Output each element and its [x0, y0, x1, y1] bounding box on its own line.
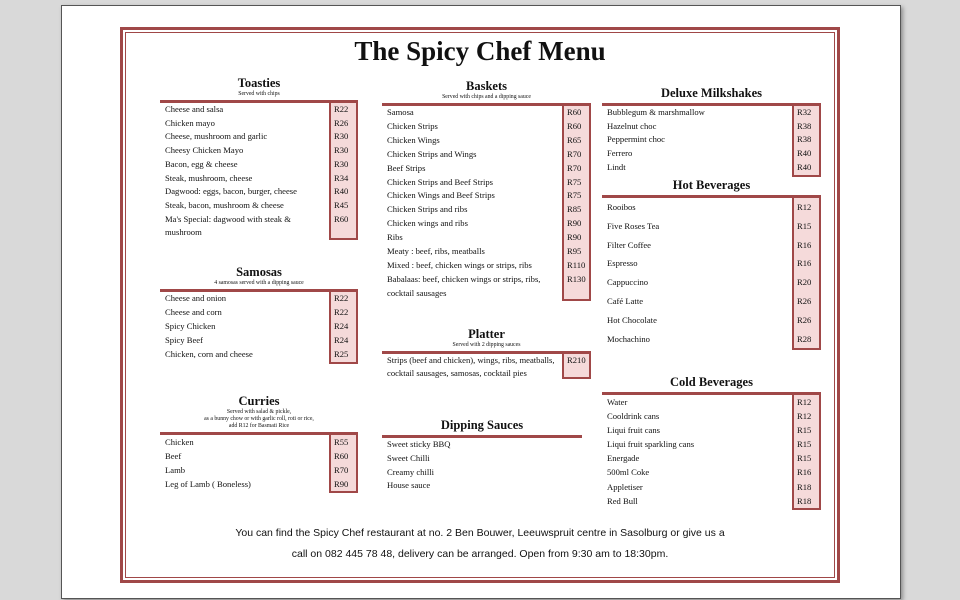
menu-item-row [160, 320, 358, 334]
section-title: Deluxe Milkshakes [660, 86, 763, 100]
sauce-name: Creamy chilli [387, 466, 435, 477]
section-title: Baskets [466, 79, 507, 93]
sauce-list [382, 438, 582, 493]
menu-item-name: Filter Coffee [607, 239, 651, 250]
menu-item-row [382, 231, 591, 245]
menu-item-row [602, 236, 821, 255]
menu-item-name: Dagwood: eggs, bacon, burger, cheese [165, 186, 297, 197]
menu-item-name: Ferrero [607, 148, 633, 159]
menu-list [602, 198, 821, 350]
menu-item-name: Cheese and salsa [165, 104, 224, 114]
menu-item-row [160, 477, 358, 493]
menu-item-name: Espresso [607, 258, 638, 269]
menu-list [160, 435, 358, 493]
menu-item-price: R15 [792, 423, 821, 437]
section-dipping-sauces [382, 418, 582, 493]
section-title: Dipping Sauces [440, 418, 524, 432]
menu-item-row [160, 348, 358, 364]
menu-item-price: R70 [562, 162, 591, 176]
menu-item-row [160, 117, 358, 131]
menu-item-name: Leg of Lamb ( Boneless) [165, 479, 251, 490]
menu-item-row [602, 254, 821, 273]
menu-item-row [382, 148, 591, 162]
menu-item-name: Chicken Strips and ribs [387, 204, 468, 215]
menu-item-price: R20 [792, 273, 821, 292]
menu-item-row [160, 199, 358, 213]
menu-item-price: R25 [329, 348, 358, 364]
menu-item-name: Water [607, 397, 628, 407]
menu-item-name: Chicken Wings and Beef Strips [387, 190, 495, 201]
menu-list [602, 106, 821, 177]
menu-item-name: Strips (beef and chicken), wings, ribs, meatballs, cocktail sausages, samosas, cocktail pies [387, 355, 555, 378]
menu-item-price: R22 [329, 292, 358, 306]
menu-item-name: Mixed : beef, chicken wings or strips, ribs [387, 259, 532, 270]
sauce-item [382, 438, 582, 452]
menu-item-price: R55 [329, 435, 358, 449]
menu-item-name: Steak, mushroom, cheese [165, 172, 253, 183]
menu-item-row [602, 330, 821, 351]
menu-item-row [382, 354, 591, 379]
section-subtitle: Served with salad & pickle, [226, 409, 292, 415]
menu-item-price: R18 [792, 494, 821, 510]
menu-item-price: R65 [562, 134, 591, 148]
menu-item-price: R16 [792, 254, 821, 273]
menu-item-row [602, 465, 821, 479]
menu-item-row [602, 292, 821, 311]
section-subtitle: Served with 2 dipping sauces [452, 342, 521, 348]
menu-item-row [602, 198, 821, 217]
sauce-name: Sweet sticky BBQ [387, 439, 451, 449]
menu-item-price: R30 [329, 158, 358, 172]
section-title: Cold Beverages [670, 375, 753, 389]
menu-item-row [382, 176, 591, 190]
menu-item-price: R90 [562, 231, 591, 245]
sauce-item [382, 479, 582, 493]
menu-item-row [160, 334, 358, 348]
menu-item-row [382, 245, 591, 259]
menu-item-name: Steak, bacon, mushroom & cheese [165, 199, 284, 210]
menu-item-price: R95 [562, 245, 591, 259]
sauce-name: Sweet Chilli [387, 452, 430, 463]
menu-list [602, 395, 821, 510]
menu-item-row [382, 273, 591, 301]
menu-item-row [382, 203, 591, 217]
menu-item-name: Bubblegum & marshmallow [607, 107, 705, 117]
footer-line-2: call on 082 445 78 48, delivery can be arranged. Open from 9:30 am to 18:30pm. [291, 548, 669, 560]
menu-item-price: R38 [792, 133, 821, 147]
menu-item-price: R18 [792, 480, 821, 494]
menu-item-price: R90 [329, 477, 358, 493]
menu-item-row [602, 437, 821, 451]
section-title: Samosas [236, 265, 282, 279]
section-curries [160, 394, 358, 493]
menu-item-name: Chicken [165, 437, 194, 447]
menu-item-name: Liqui fruit cans [607, 425, 660, 436]
menu-item-row [160, 158, 358, 172]
menu-item-row [382, 217, 591, 231]
menu-item-row [160, 130, 358, 144]
menu-list [160, 292, 358, 364]
menu-item-row [160, 463, 358, 477]
menu-item-price: R16 [792, 236, 821, 255]
menu-item-name: Spicy Beef [165, 334, 203, 345]
menu-item-price: R40 [792, 161, 821, 177]
section-subtitle: as a bunny chow or with garlic roll, roti or rice, [204, 416, 314, 422]
menu-item-price: R70 [562, 148, 591, 162]
menu-item-row [382, 106, 591, 120]
menu-item-price: R70 [329, 463, 358, 477]
menu-item-name: Red Bull [607, 495, 638, 506]
menu-item-row [382, 134, 591, 148]
menu-item-row [160, 449, 358, 463]
section-samosas [160, 265, 358, 364]
menu-item-row [382, 162, 591, 176]
menu-item-name: Ribs [387, 232, 403, 243]
menu-item-row [602, 217, 821, 236]
menu-item-row [382, 120, 591, 134]
menu-item-name: Cooldrink cans [607, 411, 660, 422]
menu-item-name: Chicken mayo [165, 117, 215, 128]
menu-item-name: Babalaas: beef, chicken wings or strips, ribs, cocktail sausages [387, 273, 541, 298]
menu-item-price: R75 [562, 189, 591, 203]
menu-item-row [602, 106, 821, 120]
menu-item-row [160, 103, 358, 117]
section-milkshakes [602, 86, 821, 177]
sauce-name: House sauce [387, 480, 431, 491]
menu-item-row [602, 273, 821, 292]
menu-item-row [160, 306, 358, 320]
menu-item-price: R12 [792, 395, 821, 409]
menu-list [382, 354, 591, 379]
menu-item-row [602, 395, 821, 409]
section-title: Curries [238, 394, 280, 408]
footer-line-1: You can find the Spicy Chef restaurant at no. 2 Ben Bouwer, Leeuwspruit centre in Sasolburg or give us a [235, 527, 725, 539]
menu-item-price: R40 [792, 147, 821, 161]
menu-item-name: Lamb [165, 465, 186, 476]
menu-item-price: R26 [792, 292, 821, 311]
menu-list [382, 106, 591, 301]
menu-item-name: Lindt [607, 161, 626, 172]
menu-item-name: Meaty : beef, ribs, meatballs [387, 246, 485, 257]
menu-item-price: R38 [792, 120, 821, 134]
section-baskets [382, 79, 591, 301]
menu-item-price: R60 [329, 213, 358, 240]
menu-item-row [160, 213, 358, 240]
menu-item-name: Five Roses Tea [607, 220, 660, 231]
menu-item-name: Ma's Special: dagwood with steak & mushroom [165, 213, 291, 238]
section-subtitle: Served with chips [238, 91, 280, 97]
menu-item-name: Energade [607, 453, 640, 464]
menu-item-name: 500ml Coke [607, 467, 650, 478]
menu-item-price: R15 [792, 217, 821, 236]
menu-item-price: R32 [792, 106, 821, 120]
menu-item-row [602, 311, 821, 330]
menu-item-price: R26 [329, 117, 358, 131]
menu-item-price: R60 [329, 449, 358, 463]
section-subtitle: add R12 for Basmati Rice [228, 423, 290, 429]
menu-item-row [382, 189, 591, 203]
menu-item-row [382, 259, 591, 273]
menu-item-name: Peppermint choc [607, 134, 665, 145]
menu-item-row [160, 172, 358, 186]
menu-item-row [602, 133, 821, 147]
menu-item-name: Cheese, mushroom and garlic [165, 131, 268, 142]
menu-item-name: Samosa [387, 107, 414, 117]
menu-item-name: Chicken Wings [387, 134, 440, 145]
section-title: Platter [468, 327, 505, 341]
menu-item-row [602, 423, 821, 437]
sauce-item [382, 452, 582, 466]
menu-item-name: Hazelnut choc [607, 120, 657, 131]
menu-item-price: R26 [792, 311, 821, 330]
section-platter [382, 327, 591, 379]
section-subtitle: 4 samosas served with a dipping sauce [214, 280, 304, 286]
menu-item-price: R75 [562, 176, 591, 190]
menu-item-price: R24 [329, 334, 358, 348]
menu-item-row [602, 161, 821, 177]
section-title: Toasties [237, 76, 281, 90]
menu-item-row [160, 185, 358, 199]
menu-item-price: R30 [329, 144, 358, 158]
menu-item-row [160, 292, 358, 306]
menu-item-name: Chicken Strips and Wings [387, 148, 477, 159]
menu-item-price: R60 [562, 120, 591, 134]
menu-item-price: R90 [562, 217, 591, 231]
menu-item-name: Mochachino [607, 333, 650, 344]
menu-item-price: R12 [792, 409, 821, 423]
menu-item-row [602, 480, 821, 494]
menu-item-name: Cheese and onion [165, 293, 227, 303]
menu-item-name: Cheesy Chicken Mayo [165, 145, 244, 156]
menu-item-row [602, 147, 821, 161]
menu-item-name: Liqui fruit sparkling cans [607, 439, 695, 450]
section-subtitle: Served with chips and a dipping sauce [442, 94, 531, 100]
menu-item-price: R45 [329, 199, 358, 213]
menu-item-price: R24 [329, 320, 358, 334]
sauce-item [382, 466, 582, 480]
menu-item-name: Appletiser [607, 481, 643, 492]
menu-item-name: Cheese and corn [165, 306, 222, 317]
menu-item-row [602, 451, 821, 465]
menu-item-price: R16 [792, 465, 821, 479]
section-title: Hot Beverages [672, 178, 751, 192]
menu-item-price: R210 [562, 354, 591, 379]
menu-item-price: R15 [792, 437, 821, 451]
menu-item-price: R30 [329, 130, 358, 144]
menu-item-name: Café Latte [607, 295, 644, 306]
menu-item-price: R85 [562, 203, 591, 217]
menu-item-price: R28 [792, 330, 821, 351]
menu-item-row [160, 144, 358, 158]
menu-item-price: R22 [329, 103, 358, 117]
section-cold-beverages [602, 375, 821, 510]
menu-item-row [602, 120, 821, 134]
menu-item-name: Spicy Chicken [165, 320, 216, 331]
menu-item-name: Chicken Strips [387, 120, 438, 131]
menu-item-name: Beef Strips [387, 162, 426, 173]
menu-item-price: R34 [329, 172, 358, 186]
menu-title: The Spicy Chef Menu [354, 36, 606, 66]
menu-item-price: R15 [792, 451, 821, 465]
menu-item-name: Bacon, egg & cheese [165, 158, 238, 169]
menu-item-price: R40 [329, 185, 358, 199]
menu-item-name: Cappuccino [607, 277, 649, 288]
menu-item-row [602, 409, 821, 423]
menu-item-name: Hot Chocolate [607, 314, 657, 325]
menu-list [160, 103, 358, 240]
menu-item-name: Rooibos [607, 202, 636, 212]
menu-item-price: R22 [329, 306, 358, 320]
menu-item-name: Chicken wings and ribs [387, 218, 468, 229]
menu-item-price: R110 [562, 259, 591, 273]
menu-item-name: Chicken, corn and cheese [165, 348, 253, 359]
menu-item-price: R130 [562, 273, 591, 301]
menu-item-name: Beef [165, 451, 182, 462]
menu-item-row [160, 435, 358, 449]
menu-item-price: R60 [562, 106, 591, 120]
menu-item-row [602, 494, 821, 510]
section-hot-beverages [602, 178, 821, 350]
menu-item-name: Chicken Strips and Beef Strips [387, 176, 493, 187]
section-toasties [160, 76, 358, 240]
menu-item-price: R12 [792, 198, 821, 217]
